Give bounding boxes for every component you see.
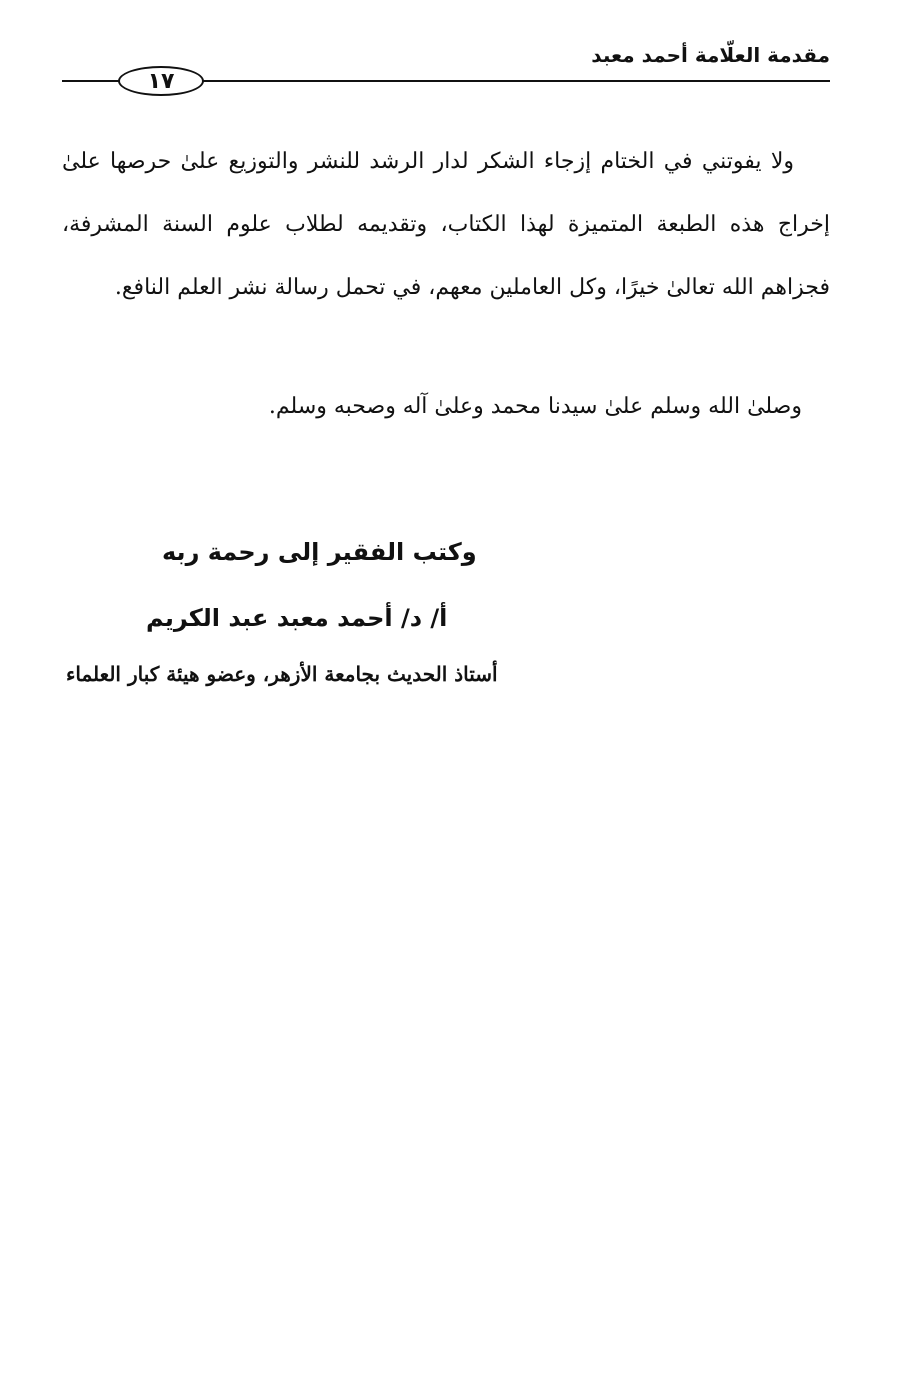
running-title: مقدمة العلّامة أحمد معبد <box>591 43 830 67</box>
acknowledgement-paragraph: ولا يفوتني في الختام إزجاء الشكر لدار الرشد للنشر والتوزيع علىٰ حرصها علىٰ إخراج هذه الطبعة المتميزة لهذا الكتاب، وتقديمه لطلاب علوم السنة المشرفة، فجزاهم الله تعالىٰ خيرًا، وكل العاملين معهم، في تحمل رسالة نشر العلم النافع. <box>62 149 830 300</box>
closing-prayer: وصلىٰ الله وسلم علىٰ سيدنا محمد وعلىٰ آله وصحبه وسلم. <box>268 394 802 419</box>
author-title: أستاذ الحديث بجامعة الأزهر، وعضو هيئة كبار العلماء <box>66 662 498 686</box>
page-number-badge <box>118 66 204 96</box>
author-name: أ/ د/ أحمد معبد عبد الكريم <box>146 604 448 632</box>
page-number: ١٧ <box>147 68 175 94</box>
body-text <box>62 130 830 319</box>
signoff-line: وكتب الفقير إلى رحمة ربه <box>162 538 477 566</box>
